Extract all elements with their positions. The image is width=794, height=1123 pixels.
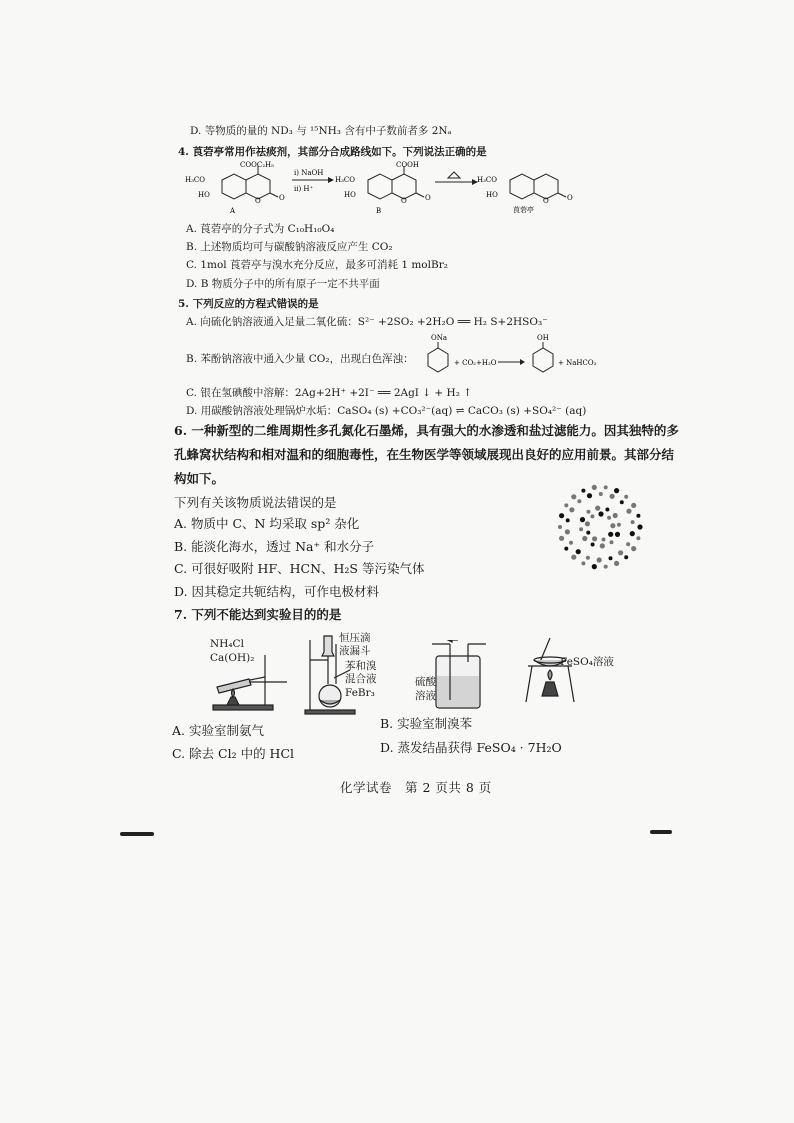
- lattice-atom: [631, 520, 635, 524]
- lattice-atom: [637, 524, 642, 529]
- a-ester-group: COOC₂H₅: [240, 161, 274, 169]
- reaction-arrow-1: [292, 177, 334, 183]
- q4-stem: 4. 莨菪亭常用作祛痰剂，其部分合成路线如下。下列说法正确的是: [178, 146, 487, 158]
- lattice-atom: [590, 514, 594, 518]
- apparatus-b-label-1: 恒压滴: [339, 632, 371, 644]
- lattice-atom: [630, 531, 635, 536]
- reagent-acid: ii) H⁺: [294, 185, 314, 193]
- apparatus-c-label-1: 硫酸: [415, 676, 436, 688]
- b-methoxy: H₃CO: [335, 176, 356, 184]
- a-ring-oxygen: O: [255, 197, 261, 205]
- lattice-atom: [636, 536, 640, 540]
- alcohol-lamp-d: [542, 682, 558, 696]
- lattice-atom: [566, 518, 570, 522]
- reaction-arrow-2: [435, 172, 478, 185]
- lattice-atom: [591, 543, 595, 547]
- lattice-atom: [581, 489, 585, 493]
- q6-option-c: C. 可很好吸附 HF、HCN、H₂S 等污染气体: [174, 561, 425, 576]
- q6-question: 下列有关该物质说法错误的是: [174, 495, 337, 510]
- lattice-atom: [564, 503, 568, 507]
- q6-option-d: D. 因其稳定共轭结构，可作电极材料: [174, 584, 380, 599]
- b-hydroxy: HO: [344, 191, 356, 199]
- apparatus-c-gas-wash: [428, 640, 492, 712]
- apparatus-b-label-2: 液漏斗: [339, 645, 371, 657]
- lattice-atom: [595, 506, 600, 511]
- lattice-atom: [614, 488, 619, 493]
- q7-stem: 7. 下列不能达到实验目的的是: [174, 607, 342, 622]
- q4-synthesis-scheme: [180, 160, 580, 218]
- lattice-atom: [558, 525, 562, 529]
- lattice-atom: [587, 493, 592, 498]
- q4-option-c: C. 1mol 莨菪亭与溴水充分反应，最多可消耗 1 molBr₂: [186, 259, 448, 271]
- lattice-atom: [610, 523, 615, 528]
- lattice-atom: [579, 527, 583, 531]
- lattice-atom: [620, 500, 624, 504]
- co2-water: + CO₂+H₂O: [454, 359, 497, 367]
- lattice-atom: [580, 517, 585, 522]
- ona-group: ONa: [431, 334, 448, 342]
- lattice-atom: [605, 508, 609, 512]
- apparatus-d-label: FeSO₄溶液: [560, 656, 614, 668]
- lattice-atom: [631, 546, 636, 551]
- lattice-atom: [626, 509, 631, 514]
- apparatus-d-evaporation: [520, 636, 580, 706]
- c-hydroxy: HO: [486, 191, 498, 199]
- lattice-atom: [581, 561, 585, 565]
- apparatus-b-label-4: 混合液: [345, 673, 377, 685]
- q5-phenoxide-equation: [418, 332, 598, 376]
- lattice-atom: [576, 549, 581, 554]
- scan-artifact-right: [650, 830, 672, 834]
- lattice-atom: [636, 514, 640, 518]
- apparatus-a-label-1: NH₄Cl: [210, 638, 244, 650]
- lattice-atom: [626, 542, 630, 546]
- flow-arrow-head: [448, 640, 452, 642]
- q6-line-2: 孔蜂窝状结构和相对温和的细胞毒性，在生物医学等领域展现出良好的应用前景。其部分结: [174, 447, 675, 462]
- tripod-leg-left: [526, 666, 532, 702]
- stand-base: [213, 705, 273, 710]
- lattice-atom: [582, 536, 587, 541]
- a-hydroxy: HO: [198, 191, 210, 199]
- q4-option-b: B. 上述物质均可与碳酸钠溶液反应产生 CO₂: [186, 241, 393, 253]
- flame: [548, 670, 552, 680]
- q4-option-a: A. 莨菪亭的分子式为 C₁₀H₁₀O₄: [186, 223, 335, 235]
- nahco3: + NaHCO₃: [558, 359, 597, 367]
- lattice-atom: [571, 494, 576, 499]
- lattice-atom: [586, 531, 590, 535]
- c-carbonyl-oxygen: O: [567, 194, 573, 202]
- lattice-atom: [592, 536, 597, 541]
- tripod-leg-right: [568, 666, 574, 702]
- q3-option-d: D. 等物质的量的 ND₃ 与 ¹⁵NH₃ 含有中子数前者多 2Nₐ: [190, 125, 452, 137]
- c-methoxy: H₃CO: [477, 176, 498, 184]
- lattice-atom: [608, 532, 613, 537]
- q5-option-c: C. 银在氢碘酸中溶解：2Ag+2H⁺ +2I⁻ ══ 2AgI ↓ + H₂ ↑: [186, 387, 473, 399]
- q5-stem: 5. 下列反应的方程式错误的是: [178, 298, 319, 310]
- molecule-a: [222, 166, 278, 199]
- phenol: [533, 342, 553, 372]
- a-carbonyl-oxygen: O: [279, 194, 285, 202]
- dropping-funnel: [322, 636, 334, 656]
- q6-option-b: B. 能淡化海水，透过 Na⁺ 和水分子: [174, 539, 375, 554]
- lattice-atom: [610, 540, 614, 544]
- alcohol-lamp: [227, 697, 239, 705]
- lamp-flame: [232, 689, 235, 697]
- apparatus-b-label-5: FeBr₃: [345, 687, 375, 699]
- lattice-atom: [565, 529, 570, 534]
- stand-base-b: [305, 710, 355, 714]
- q5-option-b-text: B. 苯酚钠溶液中通入少量 CO₂，出现白色浑浊：: [186, 353, 414, 365]
- b-acid-group: COOH: [396, 161, 419, 169]
- reagent-naoh: i) NaOH: [294, 169, 324, 177]
- lattice-atom: [599, 492, 603, 496]
- lattice-atom: [614, 561, 619, 566]
- lattice-atom: [602, 538, 606, 542]
- lattice-atom: [569, 507, 574, 512]
- q7-option-d: D. 蒸发结晶获得 FeSO₄ · 7H₂O: [380, 740, 562, 755]
- lattice-atom: [631, 503, 636, 508]
- q7-option-b: B. 实验室制溴苯: [380, 716, 473, 731]
- molecule-scopoletin: [510, 174, 566, 199]
- sulfuric-acid-liquid: [437, 676, 479, 707]
- q4-option-d: D. B 物质分子中的所有原子一定不共平面: [186, 278, 380, 290]
- q6-line-1: 6. 一种新型的二维周期性多孔氮化石墨烯，具有强大的水渗透和盐过滤能力。因其独特的多: [174, 423, 679, 438]
- lattice-atom: [577, 499, 581, 503]
- oh-group: OH: [537, 334, 549, 342]
- lattice-atom: [609, 556, 613, 560]
- b-label: B: [376, 207, 382, 215]
- lattice-atom: [613, 513, 618, 518]
- lattice-atom: [587, 510, 591, 514]
- page-footer: 化学试卷 第 2 页共 8 页: [340, 780, 492, 795]
- lattice-atom: [559, 536, 564, 541]
- molecule-b: [368, 166, 424, 199]
- lattice-atom: [600, 543, 605, 548]
- lattice-atom: [559, 513, 564, 518]
- apparatus-a-label-2: Ca(OH)₂: [210, 652, 255, 664]
- lattice-atom: [618, 550, 623, 555]
- lattice-atom: [598, 511, 603, 516]
- lattice-atom: [585, 521, 590, 526]
- a-methoxy: H₃CO: [185, 176, 206, 184]
- c-ring-oxygen: O: [543, 197, 549, 205]
- lattice-atom: [617, 523, 621, 527]
- scan-artifact-left: [120, 832, 154, 836]
- glass-rod: [540, 638, 550, 662]
- lattice-atom: [615, 532, 620, 537]
- apparatus-b-label-3: 苯和溴: [345, 660, 377, 672]
- q6-option-a: A. 物质中 C、N 均采取 sp² 杂化: [174, 516, 360, 531]
- lattice-atom: [624, 495, 628, 499]
- q5-option-d: D. 用碳酸钠溶液处理锅炉水垢：CaSO₄ (s) +CO₃²⁻(aq) ⇌ CaCO₃ (s) +SO₄²⁻ (aq): [186, 405, 587, 417]
- lattice-atom: [604, 565, 608, 569]
- lattice-atom: [592, 564, 597, 569]
- nitrogen-graphene-structure: [555, 482, 645, 572]
- lattice-atom: [610, 494, 615, 499]
- lattice-atom: [604, 485, 608, 489]
- lattice-atom: [592, 485, 597, 490]
- b-ring-oxygen: O: [401, 197, 407, 205]
- a-label: A: [230, 207, 236, 215]
- lattice-atom: [607, 516, 611, 520]
- lattice-atom: [624, 555, 628, 559]
- lattice-atom: [564, 547, 568, 551]
- lattice-atom: [586, 556, 590, 560]
- q6-line-3: 构如下。: [174, 471, 225, 486]
- lattice-atom: [571, 555, 576, 560]
- q7-option-c: C. 除去 Cl₂ 中的 HCl: [172, 746, 295, 761]
- reaction-arrow-q5: [498, 359, 525, 365]
- lattice-atom: [597, 557, 602, 562]
- q7-option-a: A. 实验室制氨气: [172, 723, 264, 738]
- sodium-phenoxide: [428, 342, 448, 372]
- q5-option-a: A. 向硫化钠溶液通入足量二氧化硫：S²⁻ +2SO₂ +2H₂O ══ H₂ S+2HSO₃⁻: [186, 316, 548, 328]
- c-label: 莨菪亭: [513, 206, 534, 214]
- apparatus-c-label-2: 溶液: [415, 690, 436, 702]
- lattice-atom: [569, 541, 573, 545]
- b-carbonyl-oxygen: O: [425, 194, 431, 202]
